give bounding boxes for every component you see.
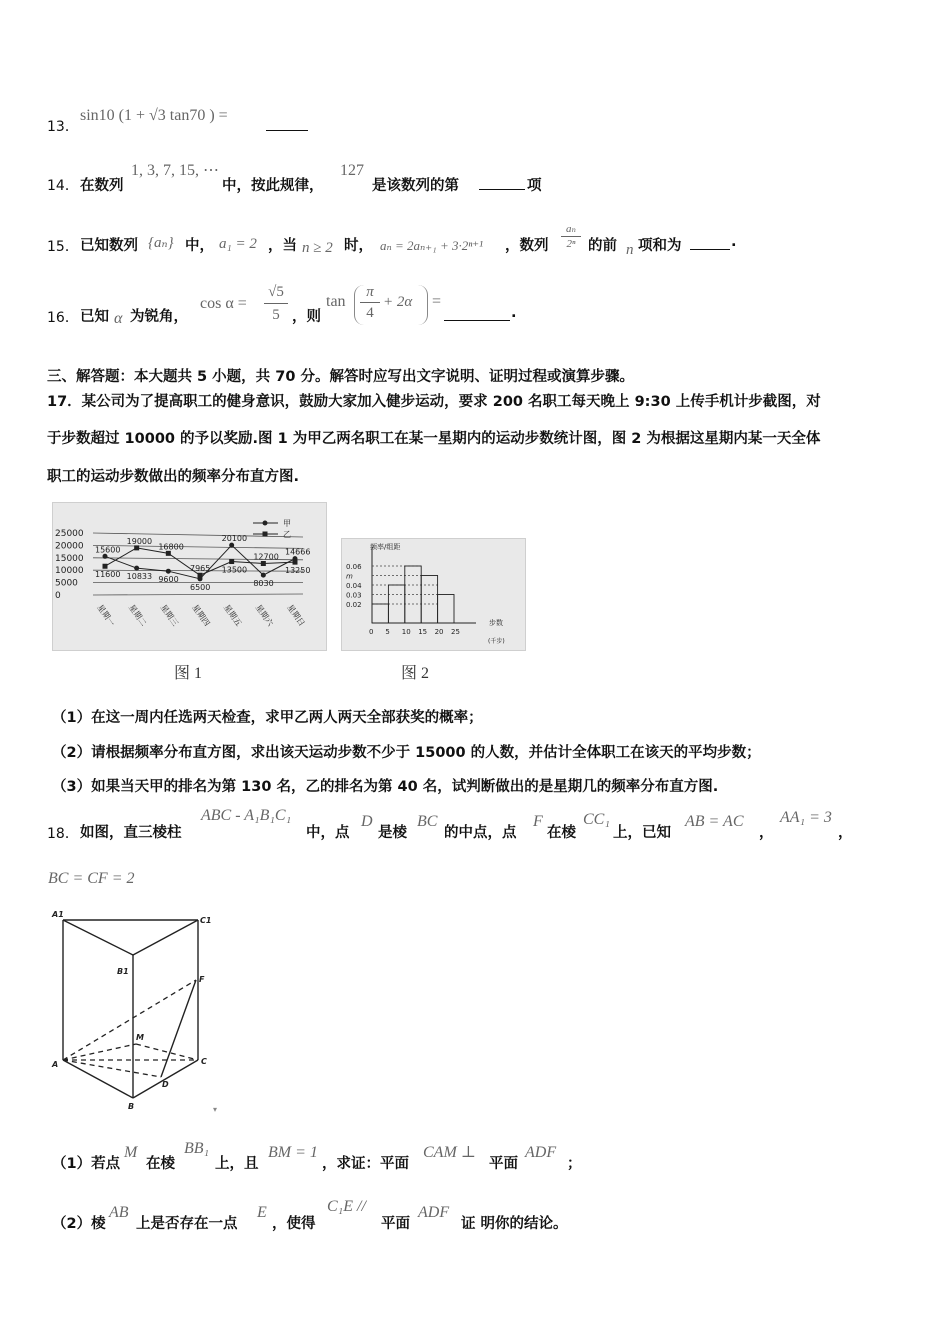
fig1-point-jia — [134, 566, 139, 571]
q18-sub2-d: 平面 — [381, 1216, 410, 1232]
q18-sub1-e: 平面 — [489, 1156, 518, 1172]
q18-sub1-f: ； — [567, 1156, 582, 1172]
q16-pi-fraction — [360, 282, 380, 323]
q18-M: M — [124, 1144, 138, 1161]
fig1-data-label: 8030 — [253, 579, 274, 589]
q16-cos-fraction — [261, 282, 291, 325]
q18-ADF-2: ADF — [418, 1204, 450, 1221]
q18-prism: ABC - A₁B₁C₁ — [201, 807, 292, 824]
q18-comma1: ， — [759, 825, 774, 841]
q18-comma2: ， — [838, 825, 853, 841]
fig2-xtick: 5 — [385, 628, 390, 636]
fig1-point-yi — [293, 560, 298, 565]
fig1-point-yi — [229, 559, 234, 564]
figure2-svg — [342, 539, 525, 650]
q16-tan: tan — [326, 293, 346, 310]
q15-text-7: 项和为 — [638, 238, 682, 254]
fig1-gridline — [93, 594, 303, 595]
q15-fraction — [557, 222, 585, 251]
q18-text-5: 在棱 — [547, 825, 576, 841]
fig1-category-label: 星期六 — [253, 602, 275, 628]
q15-text-4: 时， — [344, 238, 373, 254]
q18-eq3: BC = CF = 2 — [48, 870, 135, 887]
q18-sub1-c: 上，且 — [215, 1156, 259, 1172]
fig1-data-label: 13500 — [221, 565, 248, 575]
fig2-xtick: 20 — [434, 628, 444, 636]
q15-text-6: 的前 — [588, 238, 617, 254]
q18-D: D — [361, 813, 373, 830]
q16-plus-2alpha: + 2α — [383, 294, 413, 310]
stray-mark: ▾ — [213, 1105, 218, 1114]
prism-figure — [48, 905, 228, 1115]
q18-sub2-c: ，使得 — [272, 1216, 316, 1232]
q16-number: 16． — [47, 310, 79, 326]
q18-text-2: 中，点 — [306, 825, 350, 841]
fig2-ytick: 0.06 — [346, 563, 362, 571]
q13-number: 13． — [47, 119, 79, 135]
fig2-xtick: 10 — [401, 628, 411, 636]
q18-BM: BM = 1 — [268, 1144, 318, 1161]
q14-text-1: 在数列 — [80, 178, 124, 194]
q15-end: . — [731, 234, 737, 250]
fig1-ytick: 15000 — [55, 553, 84, 564]
q17-sub3: （3）如果当天甲的排名为第 130 名，乙的排名为第 40 名，试判断做出的是星期几的频率分布直方图. — [52, 779, 719, 795]
q18-sub2-a: （2）棱 — [52, 1216, 106, 1232]
fig1-ytick: 10000 — [55, 566, 84, 577]
q17-sub2: （2）请根据频率分布直方图，求出该天运动步数不少于 15000 的人数，并估计全体职工在该天的平均步数； — [52, 745, 761, 761]
fig1-ytick: 5000 — [55, 578, 78, 589]
q15-text-1: 已知数列 — [80, 238, 138, 254]
fig1-data-label: 13250 — [285, 566, 311, 576]
fig2-bar — [438, 595, 454, 624]
fig2-ytick: m — [346, 572, 353, 581]
q18-ADF: ADF — [525, 1144, 557, 1161]
fig1-legend-yi: 乙 — [283, 530, 291, 539]
fig2-xtick: 15 — [418, 628, 428, 636]
q14-text-4: 项 — [527, 178, 542, 194]
fig1-point-yi — [103, 564, 108, 569]
fig2-ytick: 0.04 — [346, 582, 362, 590]
q18-eq1: AB = AC — [685, 813, 744, 830]
fig1-data-label: 14666 — [285, 547, 311, 557]
q15-answer-blank — [690, 249, 730, 250]
q14-answer-blank — [479, 189, 525, 190]
prism-label-D: D — [162, 1080, 169, 1089]
fig1-category-label: 星期四 — [190, 602, 212, 628]
q18-text-4: 的中点，点 — [444, 825, 517, 841]
fig1-data-label: 7965 — [190, 564, 211, 574]
q18-sub1-b: 在棱 — [146, 1156, 175, 1172]
q14-sequence: 1, 3, 7, 15, ⋯ — [131, 162, 219, 179]
q15-text-2: 中， — [185, 238, 214, 254]
q18-sub1-d: ，求证：平面 — [322, 1156, 409, 1172]
fig1-category-label: 星期日 — [285, 602, 307, 628]
q15-n: n — [626, 242, 634, 258]
q16-sqrt5: √5 — [268, 284, 284, 300]
q17-line2: 于步数超过 10000 的予以奖励.图 1 为甲乙两名职工在某一星期内的运动步数统计图，图 2 为根据这星期内某一天全体 — [47, 431, 821, 447]
fig1-data-label: 12700 — [253, 552, 279, 562]
q15-sequence: {aₙ} — [148, 235, 174, 251]
figure1-chart — [52, 502, 327, 651]
q18-number: 18． — [47, 826, 79, 842]
fig1-legend-jia: 甲 — [283, 519, 291, 528]
q15-frac-num: aₙ — [566, 223, 576, 235]
fig2-ytick: 0.03 — [346, 591, 362, 600]
fig1-gridline — [93, 545, 303, 548]
q13-expression: sin10 (1 + √3 tan70 ) = — [80, 107, 228, 124]
q18-eq2: AA₁ = 3 — [780, 809, 832, 826]
q14-text-2: 中，按此规律， — [222, 178, 324, 194]
q14-text-3: 是该数列的第 — [372, 178, 459, 194]
figure2-caption: 图 2 — [401, 665, 430, 682]
fig1-data-label: 20100 — [221, 534, 248, 544]
q15-number: 15． — [47, 239, 79, 255]
fig1-point-yi — [198, 573, 203, 578]
fig1-point-jia — [261, 573, 266, 578]
fig1-data-label: 6500 — [190, 582, 211, 592]
q14-number: 14． — [47, 178, 79, 194]
fig1-ytick: 0 — [55, 591, 61, 601]
q18-CC1: CC₁ — [583, 811, 610, 828]
fig1-category-label: 星期三 — [158, 602, 180, 628]
q18-C1E: C₁E // — [327, 1198, 366, 1215]
q16-den5: 5 — [272, 307, 280, 323]
fig1-point-yi — [261, 561, 266, 566]
fig1-category-label: 星期五 — [222, 602, 244, 628]
fig1-point-jia — [103, 554, 108, 559]
q16-answer-blank — [444, 320, 510, 321]
fig1-point-jia — [166, 569, 171, 574]
fig2-bar — [372, 604, 388, 623]
q18-sub2-e: 证 明你的结论。 — [461, 1216, 568, 1232]
fig1-data-label: 10833 — [126, 572, 153, 582]
prism-label-B: B — [128, 1102, 135, 1111]
q14-value: 127 — [340, 162, 364, 179]
prism-label-M: M — [136, 1033, 144, 1042]
fig1-category-label: 星期二 — [127, 602, 149, 628]
q16-alpha: α — [114, 310, 123, 327]
q17-line1: 17．某公司为了提高职工的健身意识，鼓励大家加入健步运动，要求 200 名职工每天晚上 9:30 上传手机计步截图，对 — [47, 394, 821, 410]
q18-sub2-b: 上是否存在一点 — [136, 1216, 238, 1232]
fig2-xlabel: 步数 — [489, 619, 503, 627]
q13-answer-blank — [266, 130, 308, 131]
q16-pi: π — [366, 284, 374, 300]
q18-text-1: 如图，直三棱柱 — [80, 825, 182, 841]
q16-end: . — [511, 305, 517, 321]
fig1-point-jia — [229, 543, 234, 548]
fig2-xtick: 25 — [451, 628, 460, 636]
q18-E: E — [257, 1204, 267, 1221]
q18-F: F — [533, 813, 543, 830]
q18-BB1: BB₁ — [184, 1140, 210, 1157]
prism-label-C1: C1 — [200, 916, 212, 925]
fig1-ytick: 20000 — [55, 541, 84, 552]
q18-sub1-a: （1）若点 — [52, 1156, 121, 1172]
prism-label-A1: A1 — [52, 910, 64, 919]
q15-condition: n ≥ 2 — [302, 240, 333, 256]
fig2-xunit: (千步) — [488, 638, 505, 645]
q15-frac-den: 2ⁿ — [566, 238, 576, 250]
fig1-data-label: 16800 — [158, 542, 184, 552]
prism-label-A: A — [52, 1060, 59, 1069]
q17-line3: 职工的运动步数做出的频率分布直方图. — [47, 469, 300, 485]
fig1-point-yi — [166, 551, 171, 556]
prism-label-B1: B1 — [117, 967, 129, 976]
prism-label-F: F — [199, 975, 205, 984]
prism-label-C: C — [201, 1057, 207, 1066]
q15-recurrence: aₙ = 2aₙ₊₁ + 3·2ⁿ⁺¹ — [380, 238, 484, 253]
q18-BC: BC — [417, 813, 438, 830]
q16-text-3: ，则 — [292, 309, 321, 325]
fig2-bar — [421, 576, 437, 624]
q16-text-1: 已知 — [80, 309, 109, 325]
fig2-ytick: 0.02 — [346, 601, 362, 609]
q16-cos: cos α = — [200, 295, 247, 312]
fig2-title: 频率/组距 — [370, 543, 401, 551]
q15-text-3: ，当 — [268, 238, 297, 254]
q18-text-3: 是棱 — [378, 825, 407, 841]
q18-CAM: CAM ⊥ — [423, 1144, 476, 1161]
fig1-legend-marker-yi — [263, 532, 268, 537]
fig1-data-label: 11600 — [95, 570, 121, 580]
fig2-xtick: 0 — [369, 628, 374, 636]
figure1-svg — [53, 503, 326, 650]
fig1-ytick: 25000 — [55, 529, 84, 539]
q16-text-2: 为锐角， — [130, 309, 188, 325]
fig1-point-yi — [134, 545, 139, 550]
q18-text-6: 上，已知 — [613, 825, 671, 841]
q18-AB: AB — [109, 1204, 129, 1221]
fig1-data-label: 9600 — [158, 575, 179, 585]
q16-equals: = — [432, 293, 442, 310]
q16-four: 4 — [366, 305, 374, 321]
figure1-caption: 图 1 — [174, 665, 203, 682]
q15-initial: a₁ = 2 — [219, 236, 257, 252]
fig1-data-label: 19000 — [126, 536, 153, 546]
section3-header: 三、解答题：本大题共 5 小题，共 70 分。解答时应写出文字说明、证明过程或演算步骤。 — [47, 369, 634, 385]
q15-text-5: ，数列 — [505, 238, 549, 254]
fig1-category-label: 星期一 — [95, 602, 117, 628]
figure2-chart — [341, 538, 526, 651]
fig1-legend-marker-jia — [263, 521, 268, 526]
fig1-data-label: 15600 — [95, 545, 121, 555]
q17-sub1: （1）在这一周内任选两天检查，求甲乙两人两天全部获奖的概率； — [52, 710, 483, 726]
